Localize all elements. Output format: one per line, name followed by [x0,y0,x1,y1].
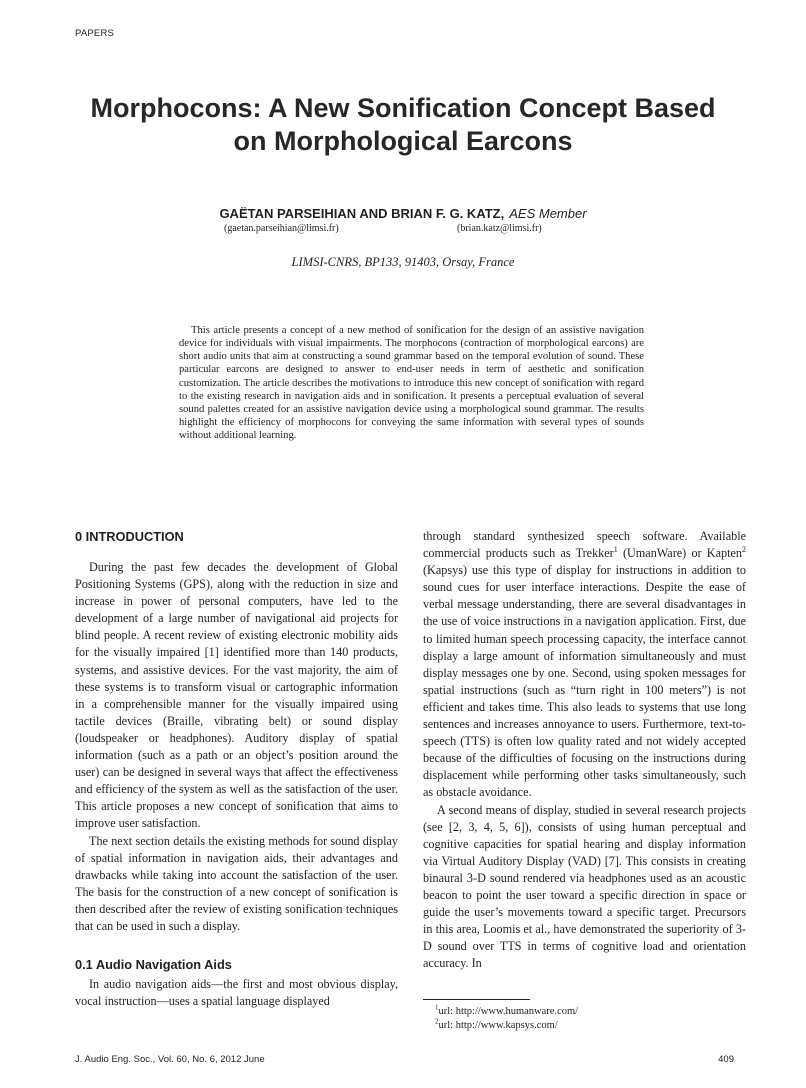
title-line-1: Morphocons: A New Sonification Concept Based [90,93,716,123]
footnote-number: 2 [435,1017,439,1026]
footnote-marker: 2 [742,545,747,555]
author-email-1: (gaetan.parseihian@limsi.fr) [224,223,339,234]
left-column [75,528,398,1010]
author-email-2: (brian.katz@limsi.fr) [457,223,542,234]
body-paragraph: In audio navigation aids—the first and most obvious display, vocal instruction—uses a spatial language displayed [75,977,398,1009]
right-column [423,528,746,972]
paper-title [60,92,746,158]
body-text: (UmanWare) or Kapten [617,546,743,561]
section-tag: PAPERS [75,28,115,39]
footnote-marker: 1 [613,545,618,555]
footnote-text: url: http://www.humanware.com/ [438,1006,579,1017]
footnote-text: url: http://www.kapsys.com/ [438,1020,558,1031]
author-membership: AES Member [509,206,587,221]
body-paragraph [423,528,746,802]
journal-citation: J. Audio Eng. Soc., Vol. 60, No. 6, 2012 June [75,1054,265,1065]
body-text: through standard synthesized speech software. Available commercial products such as Trekker [423,529,746,561]
page-number: 409 [718,1054,734,1065]
footnote-1 [435,1003,579,1017]
body-paragraph: The next section details the existing methods for sound display of spatial information in navigation aids, their advantages and drawbacks while taking into account the satisfaction of the user. The basis for the construction of a new concept of sonification is then described after the review of existing sonification techniques that can be used in such a display. [75,833,398,933]
footnote-number: 1 [435,1003,439,1012]
title-line-2: on Morphological Earcons [233,126,573,156]
affiliation: LIMSI-CNRS, BP133, 91403, Orsay, France [291,255,515,269]
footnote-divider [423,999,530,1000]
abstract: This article presents a concept of a new method of sonification for the design of an assistive navigation device for individuals with visual impairments. The morphocons (contraction of morphological earcons) are short audio units that aim at constructing a sound grammar based on the temporal evolution of sound. These particular earcons are designed to answer to end-user needs in term of aesthetic and sonification customization. The article describes the motivations to introduce this new concept of sonification with regard to the existing research in navigation aids and in sonification. It presents a perceptual evaluation of several sound palettes created for an assistive navigation device using a morphological sound grammar. The results highlight the efficiency of morphocons for conveying the same information with several types of sounds without additional learning. [179,325,644,442]
section-heading-introduction: 0 INTRODUCTION [75,529,184,544]
author-names: GAËTAN PARSEIHIAN AND BRIAN F. G. KATZ, [219,206,505,221]
body-paragraph: A second means of display, studied in several research projects (see [2, 3, 4, 5, 6]), consists of using human perceptual and cognitive capacities for spatial hearing and display information via Virtual Auditory Display (VAD) [7]. This consists in creating binaural 3-D sound rendered via headphones used as an acoustic beacon to point the user toward a specific direction in space or guide the user’s movements toward a specific target. Precursors in this area, Loomis et al., have demonstrated the superiority of 3-D sound over TTS in terms of cognitive load and orientation accuracy. In [423,802,746,971]
subsection-heading-audio-navigation-aids: 0.1 Audio Navigation Aids [75,957,232,973]
body-text: (Kapsys) use this type of display for instructions in addition to sound cues for user interface interactions. Despite the ease of verbal message understanding, there are several disadvantages in the use of voice instructions in a navigation application. First, due to limited human speech processing capacity, the interface cannot display a large amount of information simultaneously and must display messages one by one. Second, using spoken messages for spatial instructions (such as “turn right in 100 meters”) is not efficient and takes time. This also leads to systems that use long sentences and increases annoyance to users. Furthermore, text-to-speech (TTS) is often low quality rated and not widely accepted because of the difficulties of focusing on the instructions during displacement while performing other tasks simultaneously, such as obstacle avoidance. [423,563,746,800]
footnote-2 [435,1017,558,1031]
author-line [60,206,746,221]
body-paragraph: During the past few decades the development of Global Positioning Systems (GPS), along with the reduction in size and increase in power of personal computers, have led to the development of a large number of navigational aid projects for blind people. A recent review of existing electronic mobility aids for the visually impaired [1] identified more than 140 products, systems, and assistive devices. For the vast majority, the aim of these systems is to transform visual or cartographic information in a comprehensible manner for the visually impaired using tactile devices (Braille, vibrating belt) or sound display (loudspeaker or headphones). Auditory display of spatial information (such as a path or an object’s position around the user) can be designed in several ways that affect the effectiveness and efficiency of the system as well as the satisfaction of the user. This article proposes a new concept of sonification that aims to improve user satisfaction. [75,560,398,831]
